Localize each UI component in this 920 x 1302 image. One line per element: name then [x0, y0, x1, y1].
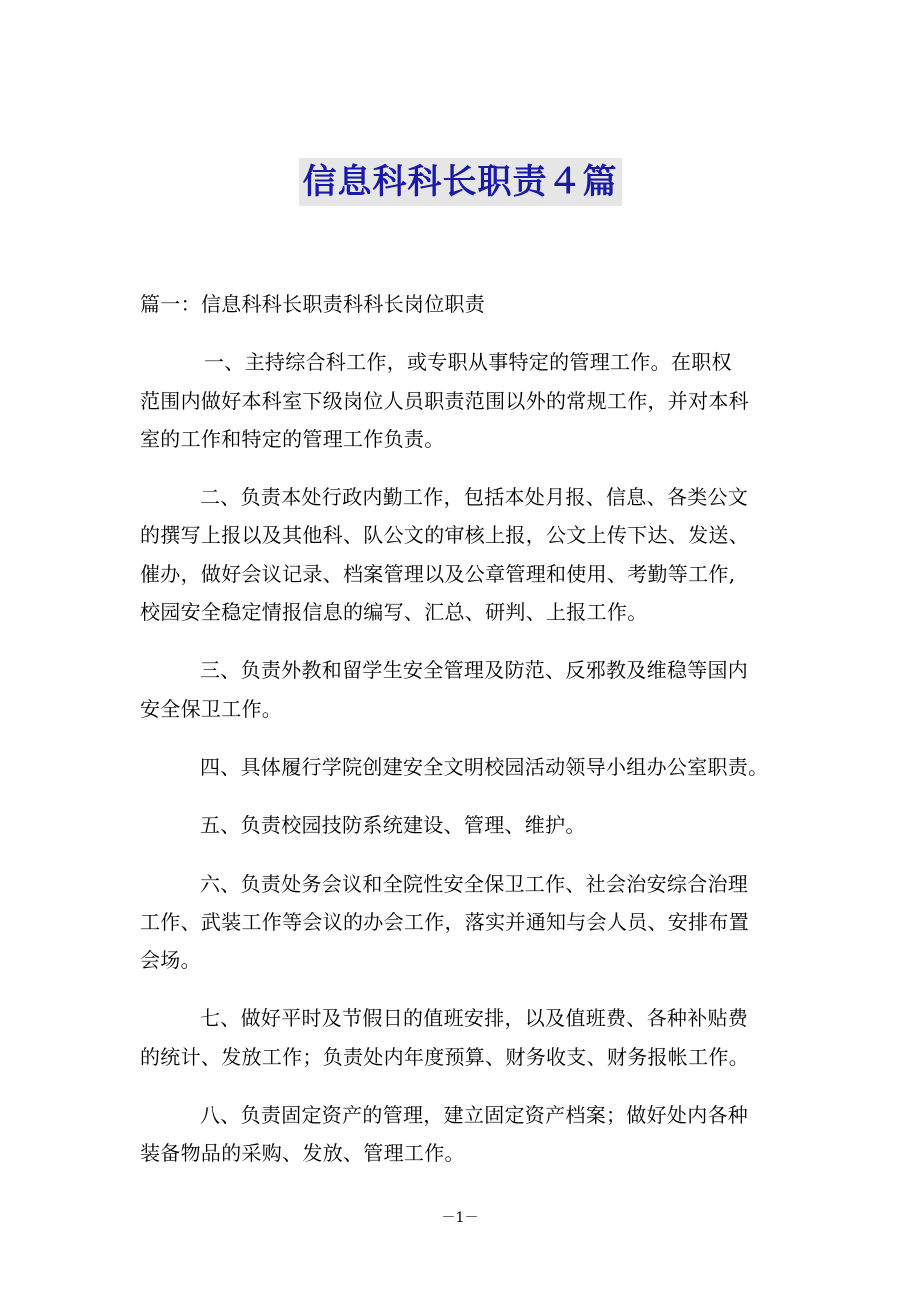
title-container: [0, 158, 920, 206]
paragraph-line: 范围内做好本科室下级岗位人员职责范围以外的常规工作，并对本科: [140, 388, 749, 413]
paragraph: [140, 806, 790, 844]
paragraph: [140, 865, 790, 980]
paragraph-gap: [140, 728, 790, 748]
paragraph-line: 工作、武装工作等会议的办会工作，落实并通知与会人员、安排布置: [140, 909, 749, 934]
paragraph-line: 的统计、发放工作；负责处内年度预算、财务收支、财务报帐工作。: [140, 1044, 749, 1069]
paragraph: [140, 1096, 790, 1173]
paragraph: [140, 478, 790, 631]
paragraph-line: 安全保卫工作。: [140, 696, 283, 721]
paragraph-line: 八、负责固定资产的管理，建立固定资产档案；做好处内各种: [200, 1103, 749, 1128]
paragraph-line: 一、主持综合科工作，或专职从事特定的管理工作。在职权: [204, 350, 732, 375]
document-body: [140, 285, 790, 1173]
page-number: －1－: [441, 1210, 479, 1226]
paragraph-gap: [140, 1076, 790, 1096]
paragraph: [140, 748, 790, 786]
paragraph-gap: [140, 323, 790, 343]
paragraph-line: 六、负责处务会议和全院性安全保卫工作、社会治安综合治理: [200, 871, 749, 896]
paragraph-line: 催办，做好会议记录、档案管理以及公章管理和使用、考勤等工作,: [140, 561, 736, 586]
paragraph-gap: [140, 631, 790, 651]
paragraph-line: 装备物品的采购、发放、管理工作。: [140, 1141, 465, 1166]
document-title: 信息科科长职责４篇: [299, 158, 622, 206]
paragraph-gap: [140, 845, 790, 865]
paragraph: [140, 999, 790, 1076]
paragraph-gap: [140, 786, 790, 806]
paragraph-line: 室的工作和特定的管理工作负责。: [140, 426, 445, 451]
section-heading: 篇一：信息科科长职责科科长岗位职责: [140, 292, 486, 316]
paragraph-line: 校园安全稳定情报信息的编写、汇总、研判、上报工作。: [140, 600, 648, 625]
paragraph-gap: [140, 458, 790, 478]
paragraph-line: 五、负责校园技防系统建设、管理、维护。: [200, 813, 586, 838]
paragraph-line: 二、负责本处行政内勤工作，包括本处月报、信息、各类公文: [200, 485, 749, 510]
paragraph-line: 的撰写上报以及其他科、队公文的审核上报，公文上传下达、发送、: [140, 523, 749, 548]
paragraph-line: 会场。: [140, 948, 201, 973]
paragraph-line: 七、做好平时及节假日的值班安排，以及值班费、各种补贴费: [200, 1006, 749, 1031]
paragraph-line: 四、具体履行学院创建安全文明校园活动领导小组办公室职责。: [200, 754, 769, 779]
paragraph-gap: [140, 979, 790, 999]
paragraph-line: 三、负责外教和留学生安全管理及防范、反邪教及维稳等国内: [200, 658, 749, 683]
paragraph: [140, 343, 790, 458]
paragraph: [140, 651, 790, 728]
